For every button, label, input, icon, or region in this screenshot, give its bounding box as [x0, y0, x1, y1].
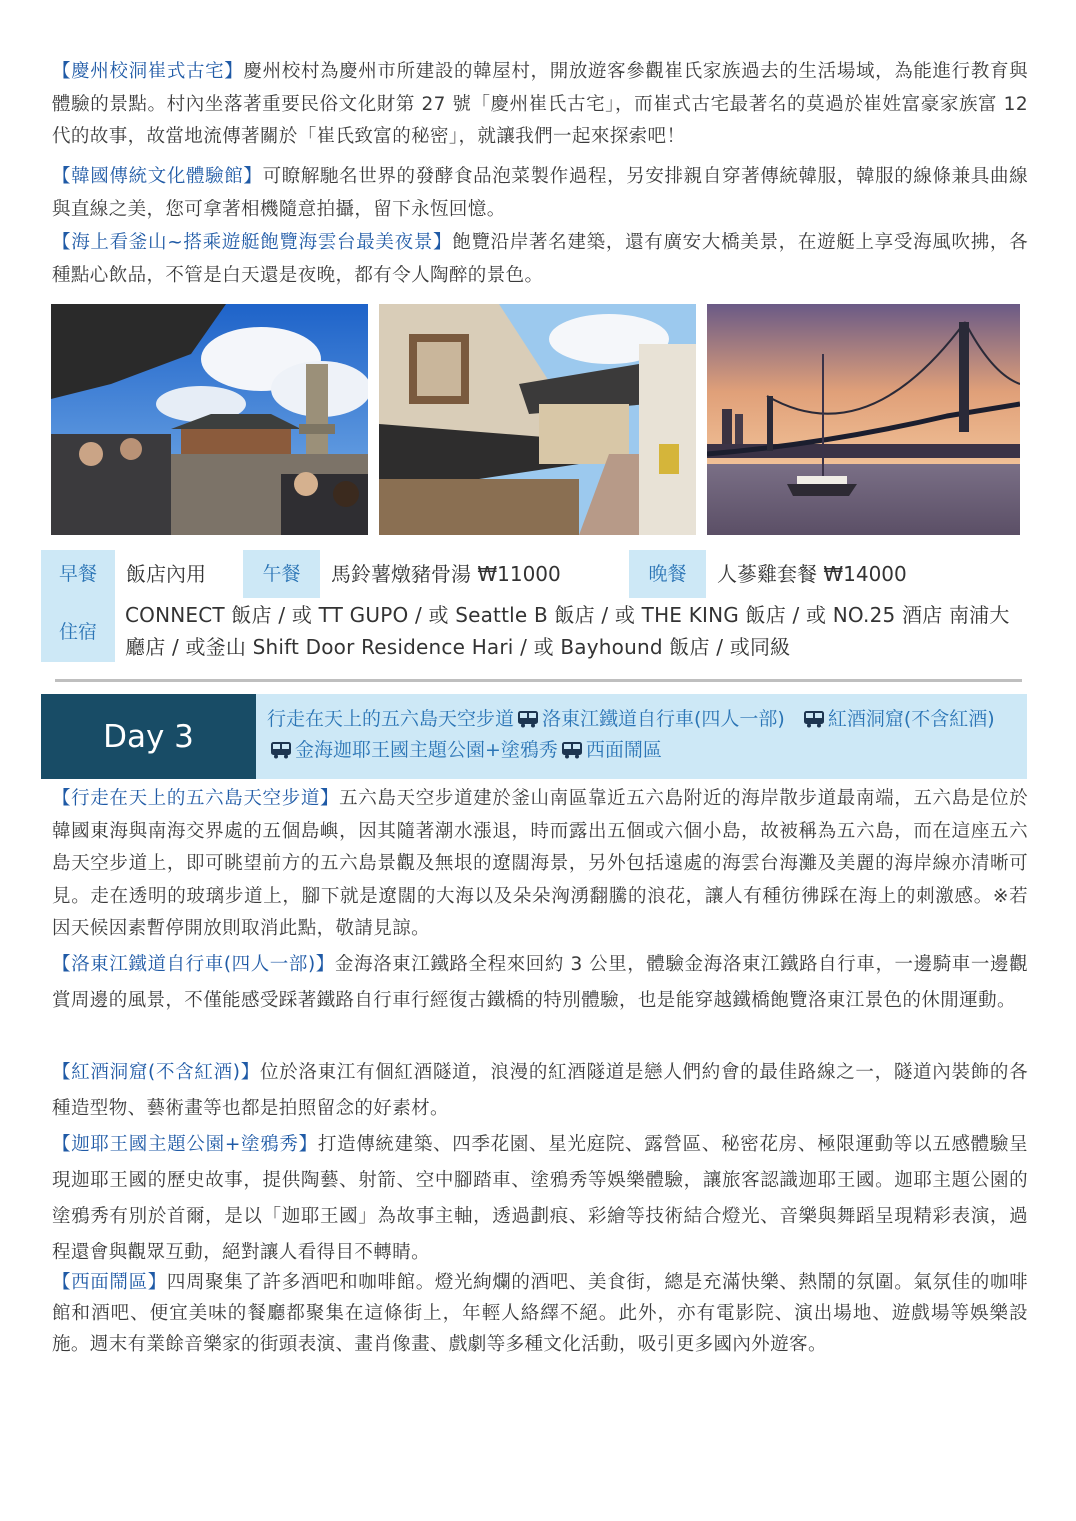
text-choi-house: 慶州校村為慶州市所建設的韓屋村，開放遊客參觀崔氏家族過去的生活場域，為能進行教育與體驗的景點。村內坐落著重要民俗文化財第 27 號「慶州崔氏古宅」，而崔式古宅最著名的莫過於崔姓富豪家族富 12 代的故事，故當地流傳著關於「崔氏致富的秘密」，就讓我們一起來探索吧！	[52, 61, 1028, 147]
text-wine-cave: 位於洛東江有個紅酒隧道，浪漫的紅酒隧道是戀人們約會的最佳路線之一，隧道內裝飾的各種造型物、藝術畫等也都是拍照留念的好素材。	[52, 1062, 1028, 1119]
detail-paragraph-rail-bike	[52, 947, 1028, 1019]
bus-icon	[270, 741, 292, 759]
heading-yacht: 【海上看釜山~搭乘遊艇飽覽海雲台最美夜景】	[52, 232, 453, 253]
dinner-value: 人蔘雞套餐 ₩14000	[717, 562, 907, 586]
intro-paragraph-choi-house	[52, 56, 1028, 154]
text-culture-hall: 可瞭解馳名世界的發酵食品泡菜製作過程，另安排親自穿著傳統韓服，韓服的線條兼具曲線與直線之美，您可拿著相機隨意拍攝，留下永恆回憶。	[52, 166, 1028, 220]
lunch-value: 馬鈴薯燉豬骨湯 ₩11000	[331, 562, 561, 586]
heading-choi-house: 【慶州校洞崔式古宅】	[52, 61, 244, 82]
detail-paragraph-gaya-park	[52, 1127, 1028, 1271]
text-yacht: 飽覽沿岸著名建築，還有廣安大橋美景，在遊艇上享受海風吹拂，各種點心飲品，不管是白天還是夜晚，都有令人陶醉的景色。	[52, 232, 1028, 286]
text-gaya-park: 打造傳統建築、四季花園、星光庭院、露營區、秘密花房、極限運動等以五感體驗呈現迦耶王國的歷史故事，提供陶藝、射箭、空中腳踏車、塗鴉秀等娛樂體驗，讓旅客認識迦耶王國。迦耶主題公園的塗鴉秀有別於首爾，是以「迦耶王國」為故事主軸，透過劃痕、彩繪等技術結合燈光、音樂與舞蹈呈現精彩表演，過程還會與觀眾互動，絕對讓人看得目不轉睛。	[52, 1134, 1028, 1263]
day-route	[256, 694, 1027, 779]
text-seomyeon: 四周聚集了許多酒吧和咖啡館。燈光絢爛的酒吧、美食街，總是充滿快樂、熱鬧的氛圍。氣氛佳的咖啡館和酒吧、便宜美味的餐廳都聚集在這條街上，年輕人絡繹不絕。此外，亦有電影院、演出場地、遊戲場等娛樂設施。週末有業餘音樂家的街頭表演、畫肖像畫、戲劇等多種文化活動，吸引更多國內外遊客。	[52, 1272, 1028, 1355]
detail-paragraph-skywalk	[52, 783, 1028, 946]
dinner-label: 晚餐	[629, 550, 706, 598]
intro-paragraph-yacht	[52, 227, 1028, 292]
section-divider	[55, 679, 1022, 682]
photo-hanok-village	[379, 304, 696, 535]
breakfast-label: 早餐	[41, 550, 115, 598]
route-stop-wine-cave: 紅酒洞窟(不含紅酒)	[827, 708, 995, 730]
text-skywalk: 五六島天空步道建於釜山南區靠近五六島附近的海岸散步道最南端，五六島是位於韓國東海與南海交界處的五個島嶼，因其隨著潮水漲退，時而露出五個或六個小島，故被稱為五六島，而在這座五六島天空步道上，即可眺望前方的五六島景觀及無垠的遼闊海景，另外包括遠處的海雲台海灘及美麗的海岸線亦清晰可見。走在透明的玻璃步道上，腳下就是遼闊的大海以及朵朵洶湧翻騰的浪花，讓人有種彷彿踩在海上的刺激感。※若因天候因素暫停開放則取消此點，敬請見諒。	[52, 788, 1028, 939]
heading-gaya-park: 【迦耶王國主題公園+塗鴉秀】	[52, 1134, 318, 1155]
accommodation-value: CONNECT 飯店 / 或 TT GUPO / 或 Seattle B 飯店 / 或 THE KING 飯店 / 或 NO.25 酒店 南浦大廳店 / 或釜山 Shift Door Residence Hari / 或 Bayhound 飯店 / 或同級	[125, 603, 1010, 659]
photo-temple	[51, 304, 368, 535]
intro-paragraph-culture-hall	[52, 161, 1028, 226]
bus-icon	[517, 710, 539, 728]
route-stop-skywalk: 行走在天上的五六島天空步道	[267, 708, 515, 730]
heading-culture-hall: 【韓國傳統文化體驗館】	[52, 166, 263, 187]
accommodation-label: 住宿	[41, 598, 115, 662]
heading-rail-bike: 【洛東江鐵道自行車(四人一部)】	[52, 954, 335, 975]
bus-icon	[561, 741, 583, 759]
heading-seomyeon: 【西面鬧區】	[52, 1272, 167, 1293]
heading-wine-cave: 【紅酒洞窟(不含紅酒)】	[52, 1062, 260, 1083]
heading-skywalk: 【行走在天上的五六島天空步道】	[52, 788, 340, 809]
photo-strip	[51, 304, 1020, 535]
breakfast-value: 飯店內用	[126, 562, 206, 586]
text-rail-bike: 金海洛東江鐵路全程來回約 3 公里，體驗金海洛東江鐵路自行車，一邊騎車一邊觀賞周邊的風景，不僅能感受踩著鐵路自行車行經復古鐵橋的特別體驗，也是能穿越鐵橋飽覽洛東江景色的休閒運動。	[52, 954, 1028, 1011]
route-stop-rail-bike: 洛東江鐵道自行車(四人一部)	[542, 708, 785, 730]
day-label: Day 3	[41, 694, 256, 779]
photo-gwangan-bridge	[707, 304, 1020, 535]
lunch-label: 午餐	[243, 550, 320, 598]
detail-paragraph-seomyeon	[52, 1267, 1028, 1360]
detail-paragraph-wine-cave	[52, 1055, 1028, 1127]
route-stop-gaya-park: 金海迦耶王國主題公園+塗鴉秀	[295, 739, 558, 761]
route-stop-seomyeon: 西面鬧區	[585, 739, 662, 761]
bus-icon	[803, 710, 825, 728]
